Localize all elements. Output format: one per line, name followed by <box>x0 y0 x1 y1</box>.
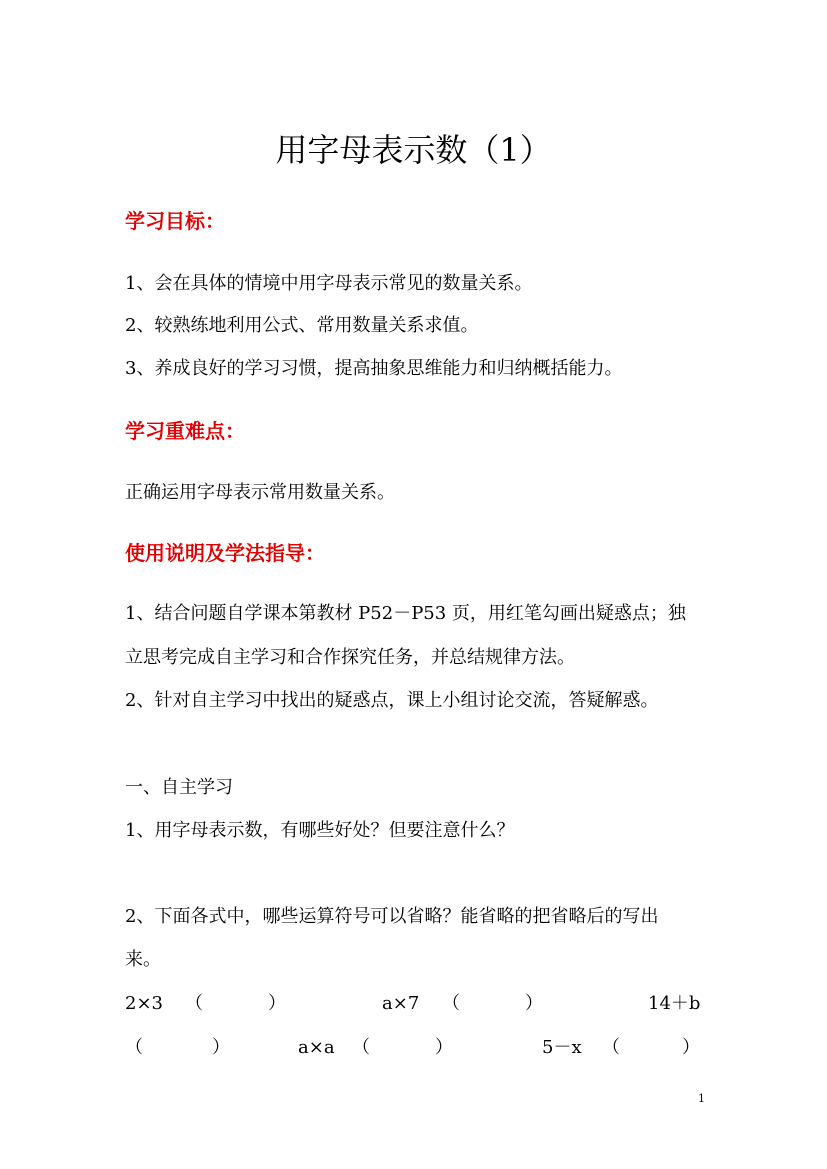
answer-blank-open: （ <box>442 993 460 1014</box>
page-number: 1 <box>698 1092 705 1105</box>
section-self-study-heading: 一、自主学习 <box>125 777 233 798</box>
goal-item-1: 1、会在具体的情境中用字母表示常见的数量关系。 <box>125 273 533 294</box>
expression-axa: a×a <box>298 1037 335 1058</box>
answer-blank-close: ） <box>212 1037 230 1058</box>
goal-item-2: 2、较熟练地利用公式、常用数量关系求值。 <box>125 315 479 336</box>
page-title: 用字母表示数（1） <box>275 131 552 169</box>
heading-guidance: 使用说明及学法指导： <box>125 541 325 565</box>
goal-item-3: 3、养成良好的学习习惯，提高抽象思维能力和归纳概括能力。 <box>125 358 623 379</box>
answer-blank-close: ） <box>268 993 286 1014</box>
question-1: 1、用字母表示数，有哪些好处？但要注意什么？ <box>125 820 515 841</box>
answer-blank-open: （ <box>185 993 203 1014</box>
guidance-item-1-line-1: 1、结合问题自学课本第教材 P52－P53 页，用红笔勾画出疑惑点；独 <box>125 603 686 624</box>
key-points-text: 正确运用字母表示常用数量关系。 <box>125 482 395 503</box>
answer-blank-open: （ <box>125 1037 143 1058</box>
answer-blank-close: ） <box>435 1037 453 1058</box>
guidance-item-1-line-2: 立思考完成自主学习和合作探究任务，并总结规律方法。 <box>125 647 575 668</box>
heading-learning-goals: 学习目标： <box>125 209 225 233</box>
heading-key-points: 学习重难点： <box>125 419 245 443</box>
question-2-line-2: 来。 <box>125 949 161 970</box>
answer-blank-open: （ <box>602 1037 620 1058</box>
answer-blank-close: ） <box>682 1037 700 1058</box>
answer-blank-close: ） <box>525 993 543 1014</box>
expression-5-minus-x: 5－x <box>542 1037 582 1058</box>
expression-2x3: 2×3 <box>125 993 163 1014</box>
guidance-item-2: 2、针对自主学习中找出的疑惑点，课上小组讨论交流，答疑解惑。 <box>125 690 659 711</box>
question-2-line-1: 2、下面各式中，哪些运算符号可以省略？能省略的把省略后的写出 <box>125 906 659 927</box>
expression-14-plus-b: 14＋b <box>648 993 701 1014</box>
answer-blank-open: （ <box>352 1037 370 1058</box>
expression-ax7: a×7 <box>382 993 420 1014</box>
